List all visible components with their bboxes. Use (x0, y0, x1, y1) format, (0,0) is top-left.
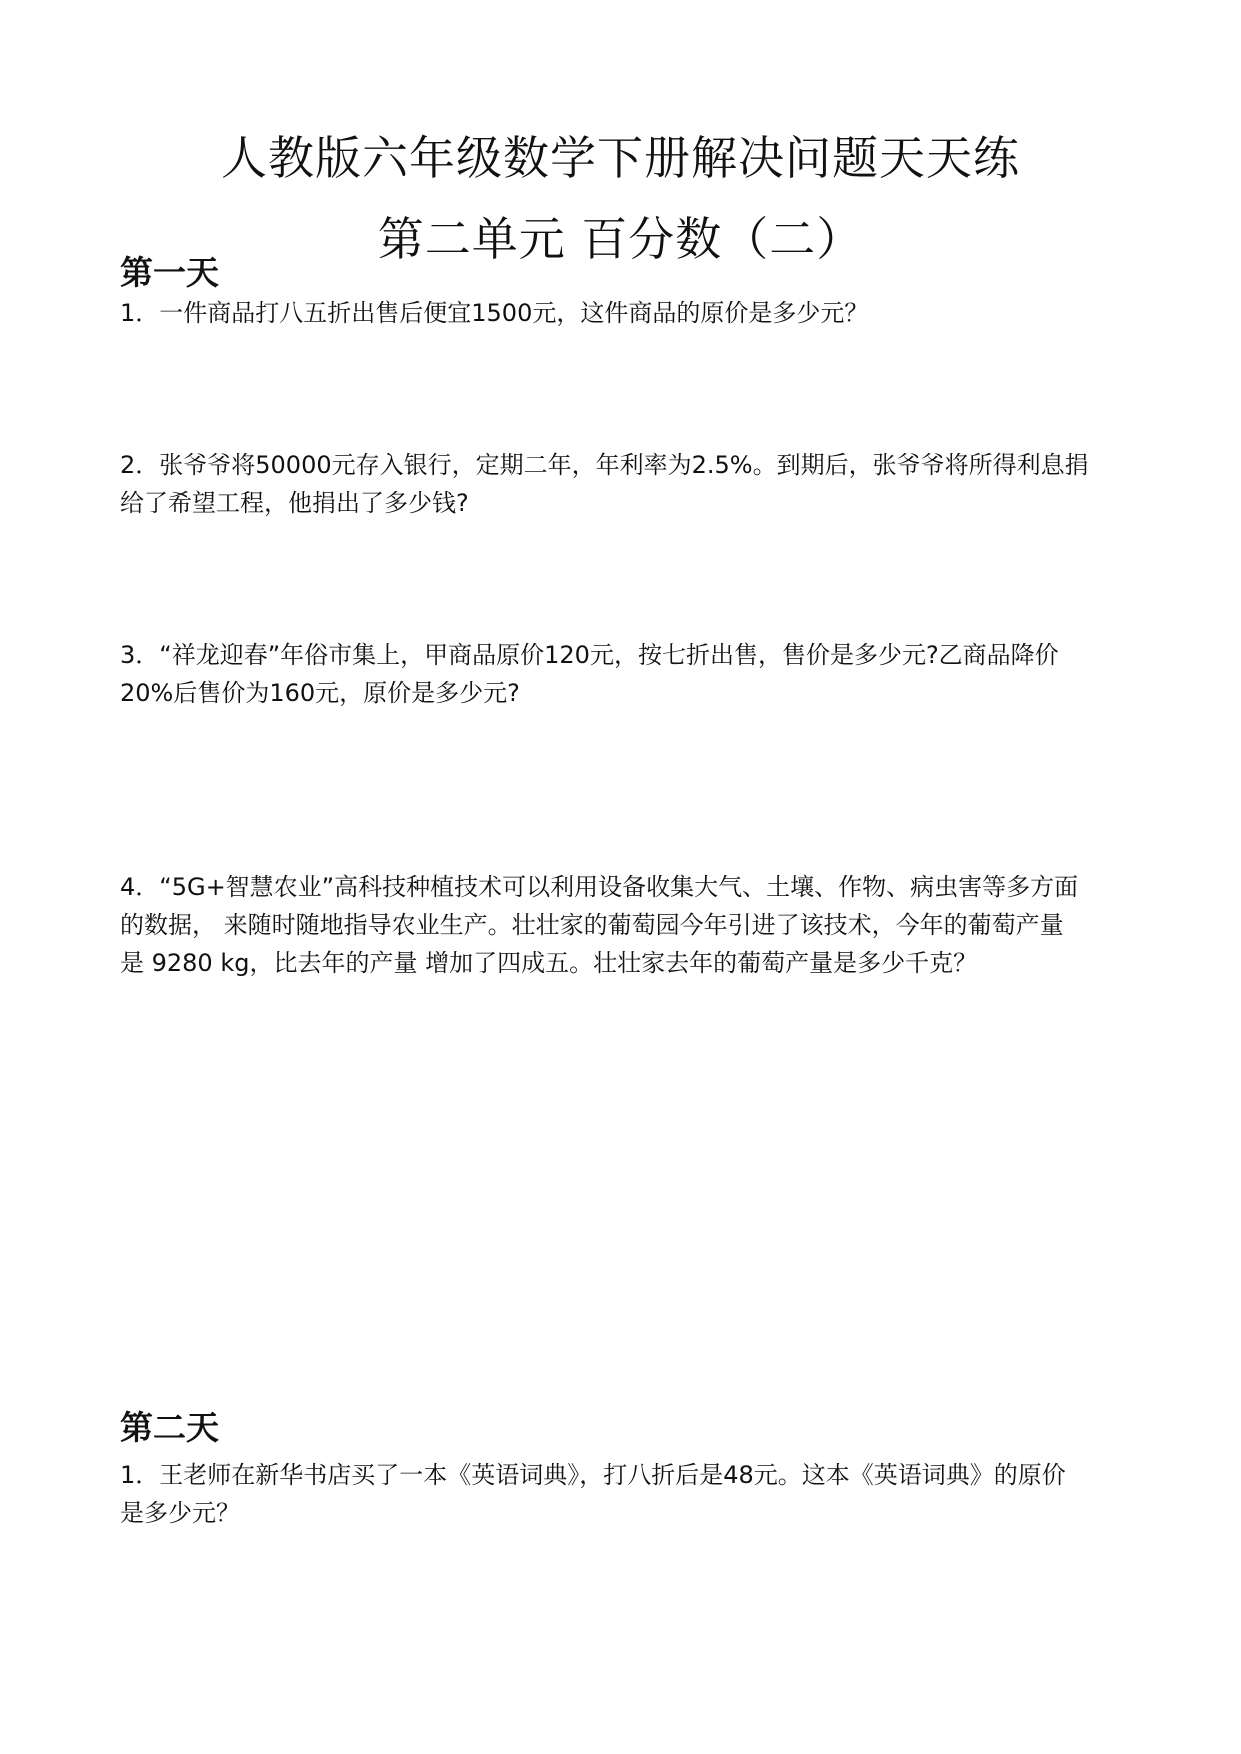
question-item (120, 1456, 1130, 1532)
question-text: 是多少元？ (120, 1499, 240, 1527)
day-heading: 第二天 (120, 1408, 219, 1447)
question-item (120, 868, 1130, 982)
question-item (120, 294, 1130, 332)
question-text: 是 9280 kg，比去年的产量 增加了四成五。壮壮家去年的葡萄产量是多少千克？ (120, 949, 978, 977)
document-title: 人教版六年级数学下册解决问题天天练 (221, 131, 1020, 185)
question-item (120, 636, 1130, 712)
question-text: 1．一件商品打八五折出售后便宜1500元，这件商品的原价是多少元？ (120, 299, 869, 327)
question-item (120, 446, 1130, 522)
question-text: 20%后售价为160元，原价是多少元? (120, 679, 520, 707)
question-text: 给了希望工程，他捐出了多少钱? (120, 489, 469, 517)
day-heading: 第一天 (120, 253, 219, 292)
question-text: 4．“5G+智慧农业”高科技种植技术可以利用设备收集大气、土壤、作物、病虫害等多方面 (120, 873, 1079, 901)
question-text: 3．“祥龙迎春”年俗市集上，甲商品原价120元，按七折出售，售价是多少元?乙商品降价 (120, 641, 1059, 669)
question-text: 的数据， 来随时随地指导农业生产。壮壮家的葡萄园今年引进了该技术，今年的葡萄产量 (120, 911, 1064, 939)
question-text: 2．张爷爷将50000元存入银行，定期二年，年利率为2.5%。到期后，张爷爷将所得利息捐 (120, 451, 1089, 479)
question-text: 1．王老师在新华书店买了一本《英语词典》，打八折后是48元。这本《英语词典》的原价 (120, 1461, 1066, 1489)
document-subtitle: 第二单元 百分数（二） (377, 212, 864, 266)
